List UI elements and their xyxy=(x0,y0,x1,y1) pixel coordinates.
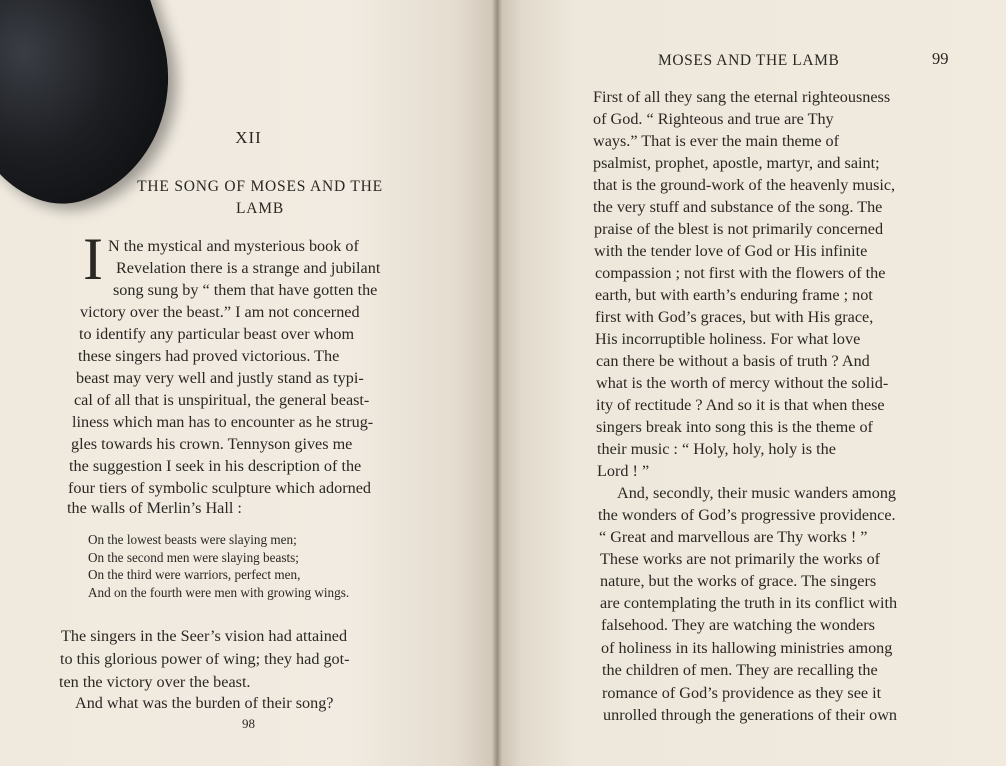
drop-cap: I xyxy=(83,226,103,292)
chapter-title-line: LAMB xyxy=(236,200,284,217)
text-line: romance of God’s providence as they see it xyxy=(602,684,882,702)
text-line: with the tender love of God or His infinite xyxy=(594,242,868,260)
text-line: earth, but with earth’s enduring frame ; not xyxy=(595,286,873,304)
text-line: the suggestion I seek in his description of the xyxy=(69,457,362,475)
text-line: to this glorious power of wing; they had got- xyxy=(60,650,350,668)
text-line: praise of the blest is not primarily concerned xyxy=(594,220,884,238)
text-line: ten the victory over the beast. xyxy=(59,673,251,691)
page-number-right: 99 xyxy=(932,49,949,68)
text-line: gles towards his crown. Tennyson gives me xyxy=(71,435,353,453)
text-line: the wonders of God’s progressive providence. xyxy=(598,506,896,524)
text-line: N the mystical and mysterious book of xyxy=(108,237,359,255)
text-line: And, secondly, their music wanders among xyxy=(617,484,897,502)
poem-line: On the third were warriors, perfect men, xyxy=(88,567,301,583)
text-line: ways.” That is ever the main theme of xyxy=(593,132,840,150)
text-line: can there be without a basis of truth ? And xyxy=(596,352,870,370)
text-line: song sung by “ them that have gotten the xyxy=(113,281,378,299)
text-line: cal of all that is unspiritual, the general beast- xyxy=(74,391,370,409)
text-line: His incorruptible holiness. For what love xyxy=(595,330,861,348)
text-line: Revelation there is a strange and jubilant xyxy=(116,259,381,277)
text-line: their music : “ Holy, holy, holy is the xyxy=(597,440,836,458)
text-line: the very stuff and substance of the song. The xyxy=(593,198,883,216)
book-gutter xyxy=(492,0,502,766)
chapter-title xyxy=(90,176,430,220)
text-line: first with God’s graces, but with His grace, xyxy=(595,308,874,326)
poem-line: On the second men were slaying beasts; xyxy=(88,549,299,565)
page-number-left: 98 xyxy=(242,716,255,731)
text-line: these singers had proved victorious. The xyxy=(78,347,340,365)
text-line: are contemplating the truth in its conflict with xyxy=(600,594,898,612)
text-line: liness which man has to encounter as he strug- xyxy=(72,413,374,431)
text-line: Lord ! ” xyxy=(597,462,650,480)
left-page xyxy=(0,0,497,766)
text-line: falsehood. They are watching the wonders xyxy=(601,616,875,634)
text-line: four tiers of symbolic sculpture which adorned xyxy=(68,479,371,497)
poem-line: On the lowest beasts were slaying men; xyxy=(88,532,297,547)
text-line: nature, but the works of grace. The singers xyxy=(600,572,877,590)
text-line: And what was the burden of their song? xyxy=(75,694,334,712)
poem-block xyxy=(88,531,349,601)
text-line: the children of men. They are recalling the xyxy=(602,661,878,679)
text-line: victory over the beast.” I am not concerned xyxy=(80,303,360,321)
running-head: MOSES AND THE LAMB xyxy=(658,52,840,69)
text-line: The singers in the Seer’s vision had attained xyxy=(61,627,348,645)
text-line: the walls of Merlin’s Hall : xyxy=(67,499,242,517)
text-line: beast may very well and justly stand as typi- xyxy=(76,369,364,387)
text-line: singers break into song this is the theme of xyxy=(596,418,873,436)
poem-line: And on the fourth were men with growing wings. xyxy=(88,584,350,600)
text-line: psalmist, prophet, apostle, martyr, and saint; xyxy=(593,154,880,172)
text-line: of holiness in its hallowing ministries among xyxy=(601,639,893,657)
chapter-title-line: THE SONG OF MOSES AND THE xyxy=(137,178,383,195)
text-line: “ Great and marvellous are Thy works ! ” xyxy=(599,528,868,546)
chapter-number: XII xyxy=(235,128,262,147)
text-line: that is the ground-work of the heavenly music, xyxy=(593,176,896,194)
text-line: First of all they sang the eternal righteousness xyxy=(593,88,891,106)
text-line: to identify any particular beast over whom xyxy=(79,325,355,343)
text-line: what is the worth of mercy without the solid- xyxy=(596,374,889,392)
text-line: compassion ; not first with the flowers of the xyxy=(595,264,886,282)
text-line: unrolled through the generations of their own xyxy=(603,706,897,724)
text-line: of God. “ Righteous and true are Thy xyxy=(593,110,834,128)
text-line: These works are not primarily the works of xyxy=(600,550,881,568)
text-line: ity of rectitude ? And so it is that when these xyxy=(596,396,885,414)
